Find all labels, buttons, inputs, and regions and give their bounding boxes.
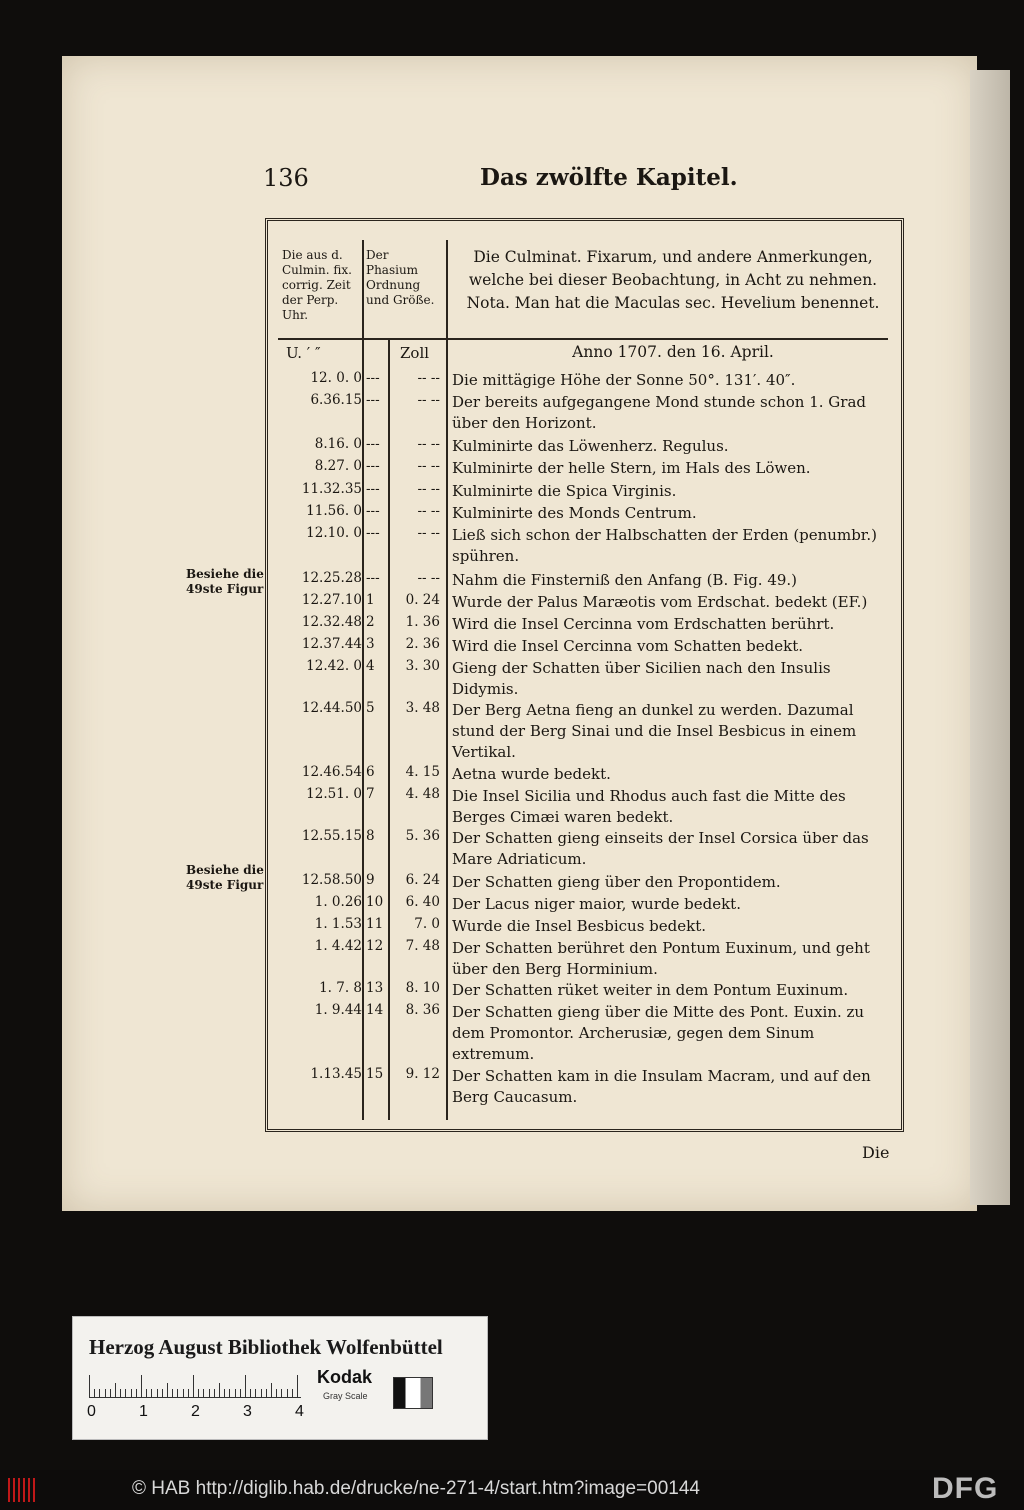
ruler-number: 1: [139, 1403, 148, 1420]
ruler-tick: [131, 1389, 132, 1397]
row-size: -- --: [417, 525, 440, 541]
row-text: Der Schatten gieng über die Mitte des Pont. Euxin. zu dem Promontor. Archerusiæ, gegen dem Sinum extremum.: [452, 1003, 865, 1063]
row-time: 8.27. 0: [314, 458, 362, 474]
row-size: -- --: [417, 570, 440, 586]
row-time: 1. 0.26: [314, 894, 362, 910]
card-title: Herzog August Bibliothek Wolfenbüttel: [89, 1335, 443, 1359]
ruler-tick: [120, 1389, 121, 1397]
row-time: 12.44.50: [301, 700, 362, 716]
ruler-tick: [224, 1389, 225, 1397]
row-text: Wurde die Insel Besbicus bedekt.: [452, 917, 707, 935]
row-phase: ---: [366, 570, 380, 586]
color-card: [72, 1316, 488, 1440]
row-size: 1. 36: [405, 614, 440, 630]
header-rule: [278, 338, 888, 340]
col-divider-3: [446, 240, 448, 1120]
row-phase: ---: [366, 525, 380, 541]
row-time: 1. 4.42: [314, 938, 362, 954]
ruler-tick: [162, 1389, 163, 1397]
margin-note: Besiehe die 49ste Figur: [186, 863, 264, 892]
header-time: Die aus d. Culmin. fix. corrig. Zeit der Perp. Uhr.: [282, 248, 352, 322]
ruler-tick: [235, 1389, 236, 1397]
catchword: Die: [862, 1143, 890, 1162]
ruler-number: 0: [87, 1403, 96, 1420]
row-phase: 5: [366, 700, 375, 716]
row-phase: 4: [366, 658, 375, 674]
ruler-tick: [271, 1383, 272, 1397]
unit-time: U. ′ ″: [286, 344, 321, 362]
row-size: 6. 40: [405, 894, 440, 910]
ruler-tick: [183, 1389, 184, 1397]
ruler-number: 3: [243, 1403, 252, 1420]
row-text: Der Berg Aetna fieng an dunkel zu werden. Dazumal stund der Berg Sinai und die Insel Besbicus in einem Vertikal.: [452, 701, 857, 761]
ruler-tick: [198, 1389, 199, 1397]
gray-scale-label: Gray Scale: [323, 1391, 368, 1401]
row-phase: 11: [366, 916, 384, 932]
row-time: 12.10. 0: [306, 525, 362, 541]
row-size: 4. 48: [405, 786, 440, 802]
row-size: 7. 48: [405, 938, 440, 954]
ruler-tick: [203, 1389, 204, 1397]
row-time: 12.58.50: [301, 872, 362, 888]
ruler-tick: [250, 1389, 251, 1397]
ruler-number: 2: [191, 1403, 200, 1420]
row-time: 12.55.15: [301, 828, 362, 844]
row-phase: ---: [366, 503, 380, 519]
ruler: [89, 1373, 301, 1398]
row-phase: 10: [366, 894, 384, 910]
row-phase: 15: [366, 1066, 384, 1082]
library-icon: [8, 1478, 38, 1502]
ruler-tick: [245, 1375, 246, 1397]
row-size: 7. 0: [414, 916, 440, 932]
row-text: Aetna wurde bedekt.: [452, 765, 611, 783]
row-time: 11.56. 0: [306, 503, 362, 519]
running-head: Das zwölfte Kapitel.: [480, 164, 738, 191]
row-phase: 3: [366, 636, 375, 652]
ruler-tick: [94, 1389, 95, 1397]
ruler-tick: [177, 1389, 178, 1397]
kodak-logo: Kodak: [317, 1367, 373, 1387]
ruler-tick: [209, 1389, 210, 1397]
row-text: Wird die Insel Cercinna vom Schatten bedekt.: [452, 637, 803, 655]
row-time: 6.36.15: [310, 392, 362, 408]
row-text: Der Schatten gieng einseits der Insel Corsica über das Mare Adriaticum.: [452, 829, 869, 868]
row-text: Der Schatten berühret den Pontum Euxinum, und geht über den Berg Horminium.: [452, 939, 870, 978]
row-size: -- --: [417, 392, 440, 408]
ruler-tick: [115, 1383, 116, 1397]
row-size: -- --: [417, 458, 440, 474]
row-phase: 12: [366, 938, 384, 954]
margin-note: Besiehe die 49ste Figur: [186, 567, 264, 596]
row-text: Der Schatten rüket weiter in dem Pontum Euxinum.: [452, 981, 849, 999]
row-text: Der Schatten kam in die Insulam Macram, und auf den Berg Caucasum.: [452, 1067, 871, 1106]
row-time: 1. 7. 8: [319, 980, 362, 996]
row-time: 12.46.54: [301, 764, 362, 780]
ruler-tick: [297, 1375, 298, 1397]
ruler-tick: [141, 1375, 142, 1397]
row-size: -- --: [417, 503, 440, 519]
row-size: 8. 36: [405, 1002, 440, 1018]
ruler-tick: [219, 1383, 220, 1397]
row-time: 12.25.28: [301, 570, 362, 586]
ruler-tick: [276, 1389, 277, 1397]
ruler-tick: [125, 1389, 126, 1397]
row-size: 8. 10: [405, 980, 440, 996]
row-phase: 13: [366, 980, 384, 996]
row-size: 0. 24: [405, 592, 440, 608]
row-time: 12.27.10: [301, 592, 362, 608]
ruler-tick: [136, 1389, 137, 1397]
row-phase: 6: [366, 764, 375, 780]
row-text: Die mittägige Höhe der Sonne 50°. 131′. 40″.: [452, 371, 796, 389]
row-phase: 9: [366, 872, 375, 888]
ruler-tick: [240, 1389, 241, 1397]
page-number: 136: [263, 164, 309, 192]
row-phase: ---: [366, 458, 380, 474]
row-time: 8.16. 0: [314, 436, 362, 452]
row-time: 11.32.35: [301, 481, 362, 497]
ruler-number: 4: [295, 1403, 304, 1420]
row-text: Kulminirte der helle Stern, im Hals des Löwen.: [452, 459, 811, 477]
ruler-tick: [105, 1389, 106, 1397]
ruler-tick: [99, 1389, 100, 1397]
row-size: 3. 30: [405, 658, 440, 674]
row-size: -- --: [417, 481, 440, 497]
header-phase: Der Phasium Ordnung und Größe.: [366, 248, 435, 307]
row-text: Der Lacus niger maior, wurde bedekt.: [452, 895, 741, 913]
col-divider-1: [362, 240, 364, 1120]
row-size: 5. 36: [405, 828, 440, 844]
row-time: 1. 9.44: [314, 1002, 362, 1018]
row-size: 9. 12: [405, 1066, 440, 1082]
row-phase: 14: [366, 1002, 384, 1018]
row-time: 12. 0. 0: [310, 370, 362, 386]
row-text: Nahm die Finsterniß den Anfang (B. Fig. 49.): [452, 571, 798, 589]
row-time: 12.37.44: [301, 636, 362, 652]
row-text: Wurde der Palus Maræotis vom Erdschat. bedekt (EF.): [452, 593, 868, 611]
ruler-tick: [261, 1389, 262, 1397]
row-size: -- --: [417, 436, 440, 452]
page-edge: [970, 70, 1010, 1205]
row-time: 1.13.45: [310, 1066, 362, 1082]
row-time: 12.42. 0: [306, 658, 362, 674]
row-size: 2. 36: [405, 636, 440, 652]
dfg-logo: DFG: [932, 1472, 999, 1505]
row-text: Der bereits aufgegangene Mond stunde schon 1. Grad über den Horizont.: [452, 393, 866, 432]
ruler-tick: [89, 1375, 90, 1397]
row-phase: 7: [366, 786, 375, 802]
ruler-tick: [281, 1389, 282, 1397]
ruler-tick: [167, 1383, 168, 1397]
ruler-tick: [255, 1389, 256, 1397]
row-text: Kulminirte des Monds Centrum.: [452, 504, 697, 522]
footer-url[interactable]: © HAB http://diglib.hab.de/drucke/ne-271-4/start.htm?image=00144: [132, 1478, 700, 1499]
ruler-tick: [157, 1389, 158, 1397]
date-line: Anno 1707. den 16. April.: [572, 343, 774, 361]
row-phase: ---: [366, 370, 380, 386]
row-time: 12.32.48: [301, 614, 362, 630]
row-text: Die Insel Sicilia und Rhodus auch fast die Mitte des Berges Cimæi waren bedekt.: [452, 787, 846, 826]
ruler-tick: [292, 1389, 293, 1397]
ruler-tick: [188, 1389, 189, 1397]
row-time: 1. 1.53: [314, 916, 362, 932]
ruler-tick: [146, 1389, 147, 1397]
ruler-tick: [287, 1389, 288, 1397]
row-phase: ---: [366, 436, 380, 452]
ruler-tick: [193, 1375, 194, 1397]
ruler-tick: [151, 1389, 152, 1397]
row-phase: ---: [366, 392, 380, 408]
row-size: 4. 15: [405, 764, 440, 780]
header-notes: Die Culminat. Fixarum, und andere Anmerkungen, welche bei dieser Beobachtung, in Acht zu nehmen. Nota. Man hat die Maculas sec. Hevelium benennet.: [466, 248, 880, 312]
row-text: Ließ sich schon der Halbschatten der Erden (penumbr.) spühren.: [452, 526, 877, 565]
ruler-tick: [266, 1389, 267, 1397]
row-text: Der Schatten gieng über den Propontidem.: [452, 873, 781, 891]
ruler-tick: [110, 1389, 111, 1397]
row-text: Kulminirte die Spica Virginis.: [452, 482, 677, 500]
gray-swatch: [393, 1377, 433, 1409]
row-phase: ---: [366, 481, 380, 497]
row-size: 6. 24: [405, 872, 440, 888]
row-time: 12.51. 0: [306, 786, 362, 802]
row-phase: 2: [366, 614, 375, 630]
ruler-tick: [172, 1389, 173, 1397]
row-text: Wird die Insel Cercinna vom Erdschatten berührt.: [452, 615, 835, 633]
row-phase: 1: [366, 592, 375, 608]
ruler-tick: [229, 1389, 230, 1397]
ruler-tick: [214, 1389, 215, 1397]
row-size: 3. 48: [405, 700, 440, 716]
row-phase: 8: [366, 828, 375, 844]
row-text: Gieng der Schatten über Sicilien nach den Insulis Didymis.: [452, 659, 831, 698]
unit-size: Zoll: [400, 344, 430, 362]
row-size: -- --: [417, 370, 440, 386]
row-text: Kulminirte das Löwenherz. Regulus.: [452, 437, 729, 455]
